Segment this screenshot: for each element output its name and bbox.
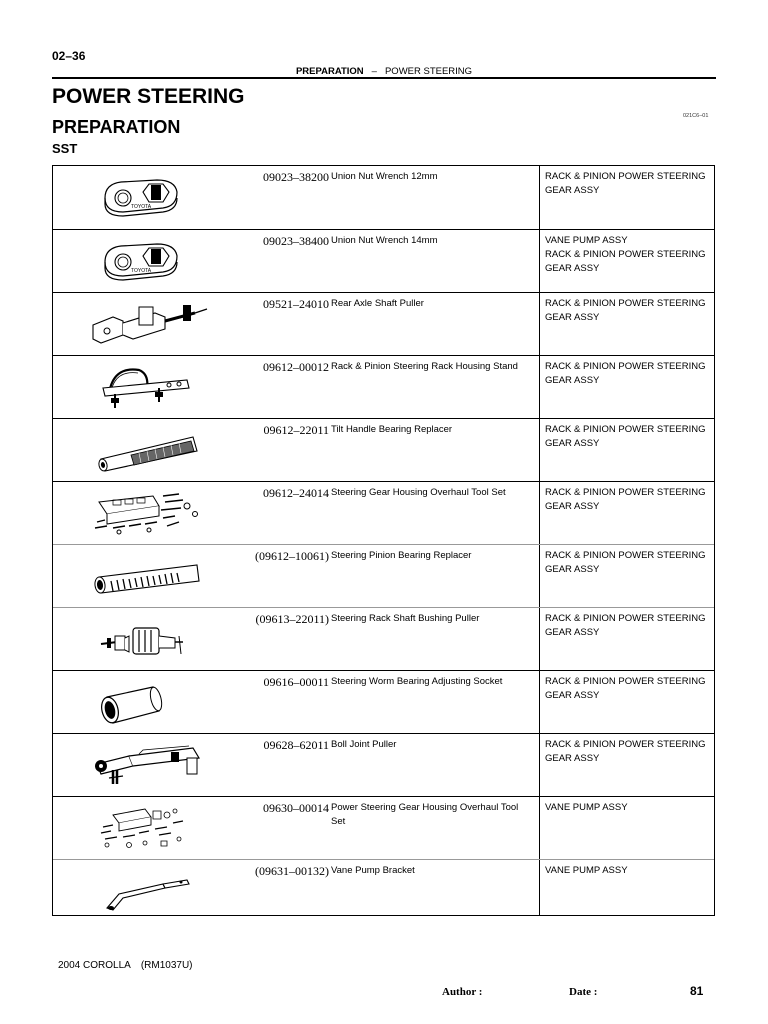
shaft-puller-icon [83,299,233,347]
table-row [53,670,714,733]
tool-use: VANE PUMP ASSY RACK & PINION POWER STEERING GEAR ASSY [545,235,706,274]
running-header-subsection: POWER STEERING [384,66,473,77]
running-header-separator: – [371,66,377,77]
tool-name: Union Nut Wrench 12mm [331,171,438,182]
manual-number: (RM1037U) [140,960,193,971]
tool-name: Power Steering Gear Housing Overhaul Tool Set [331,802,519,827]
svg-text:TOYOTA: TOYOTA [131,268,152,274]
table-row [53,418,714,481]
tool-name: Boll Joint Puller [331,739,397,750]
tool-name: Rack & Pinion Steering Rack Housing Stand [331,361,518,372]
date-label: Date : [569,986,598,998]
part-number: 09023–38400 [263,234,329,248]
ball-joint-puller-icon [83,740,233,788]
part-number: (09631–00132) [255,864,329,878]
tool-set-icon [83,488,233,536]
table-row [53,607,714,670]
part-number: 09521–24010 [263,297,329,311]
tool-name: Vane Pump Bracket [331,865,415,876]
tool-name: Union Nut Wrench 14mm [331,235,438,246]
tool-use: RACK & PINION POWER STEERING GEAR ASSY [545,550,706,575]
tool-name: Rear Axle Shaft Puller [331,298,424,309]
tool-use: RACK & PINION POWER STEERING GEAR ASSY [545,739,706,764]
socket-icon [83,677,233,725]
document-code: 021C6–01 [683,113,709,119]
tool-use: RACK & PINION POWER STEERING GEAR ASSY [545,613,706,638]
table-row [53,544,714,607]
running-header-section: PREPARATION [295,66,364,77]
pinion-bearing-replacer-icon [83,551,233,599]
table-row [53,796,714,859]
table-row [53,166,714,229]
part-number: 09628–62011 [263,738,329,752]
header-rule [52,77,716,79]
table-row [53,229,714,292]
tool-name: Steering Gear Housing Overhaul Tool Set [331,487,506,498]
section-title: PREPARATION [52,117,181,137]
part-number: 09612–22011 [263,423,329,437]
table-row [53,481,714,544]
part-number: 09023–38200 [263,170,329,184]
union-nut-wrench-icon [83,172,233,220]
part-number: 09616–00011 [263,675,329,689]
part-number: (09612–10061) [255,549,329,563]
table-row [53,733,714,796]
part-number: 09612–00012 [263,360,329,374]
union-nut-wrench-icon [83,236,233,284]
tool-use: RACK & PINION POWER STEERING GEAR ASSY [545,676,706,701]
tool-name: Steering Pinion Bearing Replacer [331,550,472,561]
page-title: POWER STEERING [52,85,245,108]
tool-name: Steering Worm Bearing Adjusting Socket [331,676,503,687]
table-row [53,859,714,915]
sst-table [52,165,715,916]
tool-name: Tilt Handle Bearing Replacer [331,424,453,435]
table-row [53,292,714,355]
tool-use: VANE PUMP ASSY [545,802,628,813]
tool-use: RACK & PINION POWER STEERING GEAR ASSY [545,298,706,323]
tool-use: RACK & PINION POWER STEERING GEAR ASSY [545,424,706,449]
bearing-replacer-icon [83,425,233,473]
part-number: 09630–00014 [263,801,329,815]
housing-stand-icon [83,362,233,410]
model-name: 2004 COROLLA [58,960,131,971]
tool-use: RACK & PINION POWER STEERING GEAR ASSY [545,361,706,386]
table-row [53,355,714,418]
running-header [52,66,716,77]
footer-page-number: 81 [690,984,704,998]
bushing-puller-icon [83,614,233,662]
category-title: SST [52,141,78,156]
tool-name: Steering Rack Shaft Bushing Puller [331,613,480,624]
tool-use: RACK & PINION POWER STEERING GEAR ASSY [545,487,706,512]
author-label: Author : [442,986,483,998]
tool-use: RACK & PINION POWER STEERING GEAR ASSY [545,171,706,196]
footer-model [58,960,193,971]
pump-bracket-icon [83,866,233,914]
overhaul-tool-set-icon [83,803,233,851]
page-number: 02–36 [52,49,86,63]
svg-text:TOYOTA: TOYOTA [131,204,152,210]
part-number: (09613–22011) [255,612,329,626]
tool-use: VANE PUMP ASSY [545,865,628,876]
part-number: 09612–24014 [263,486,329,500]
